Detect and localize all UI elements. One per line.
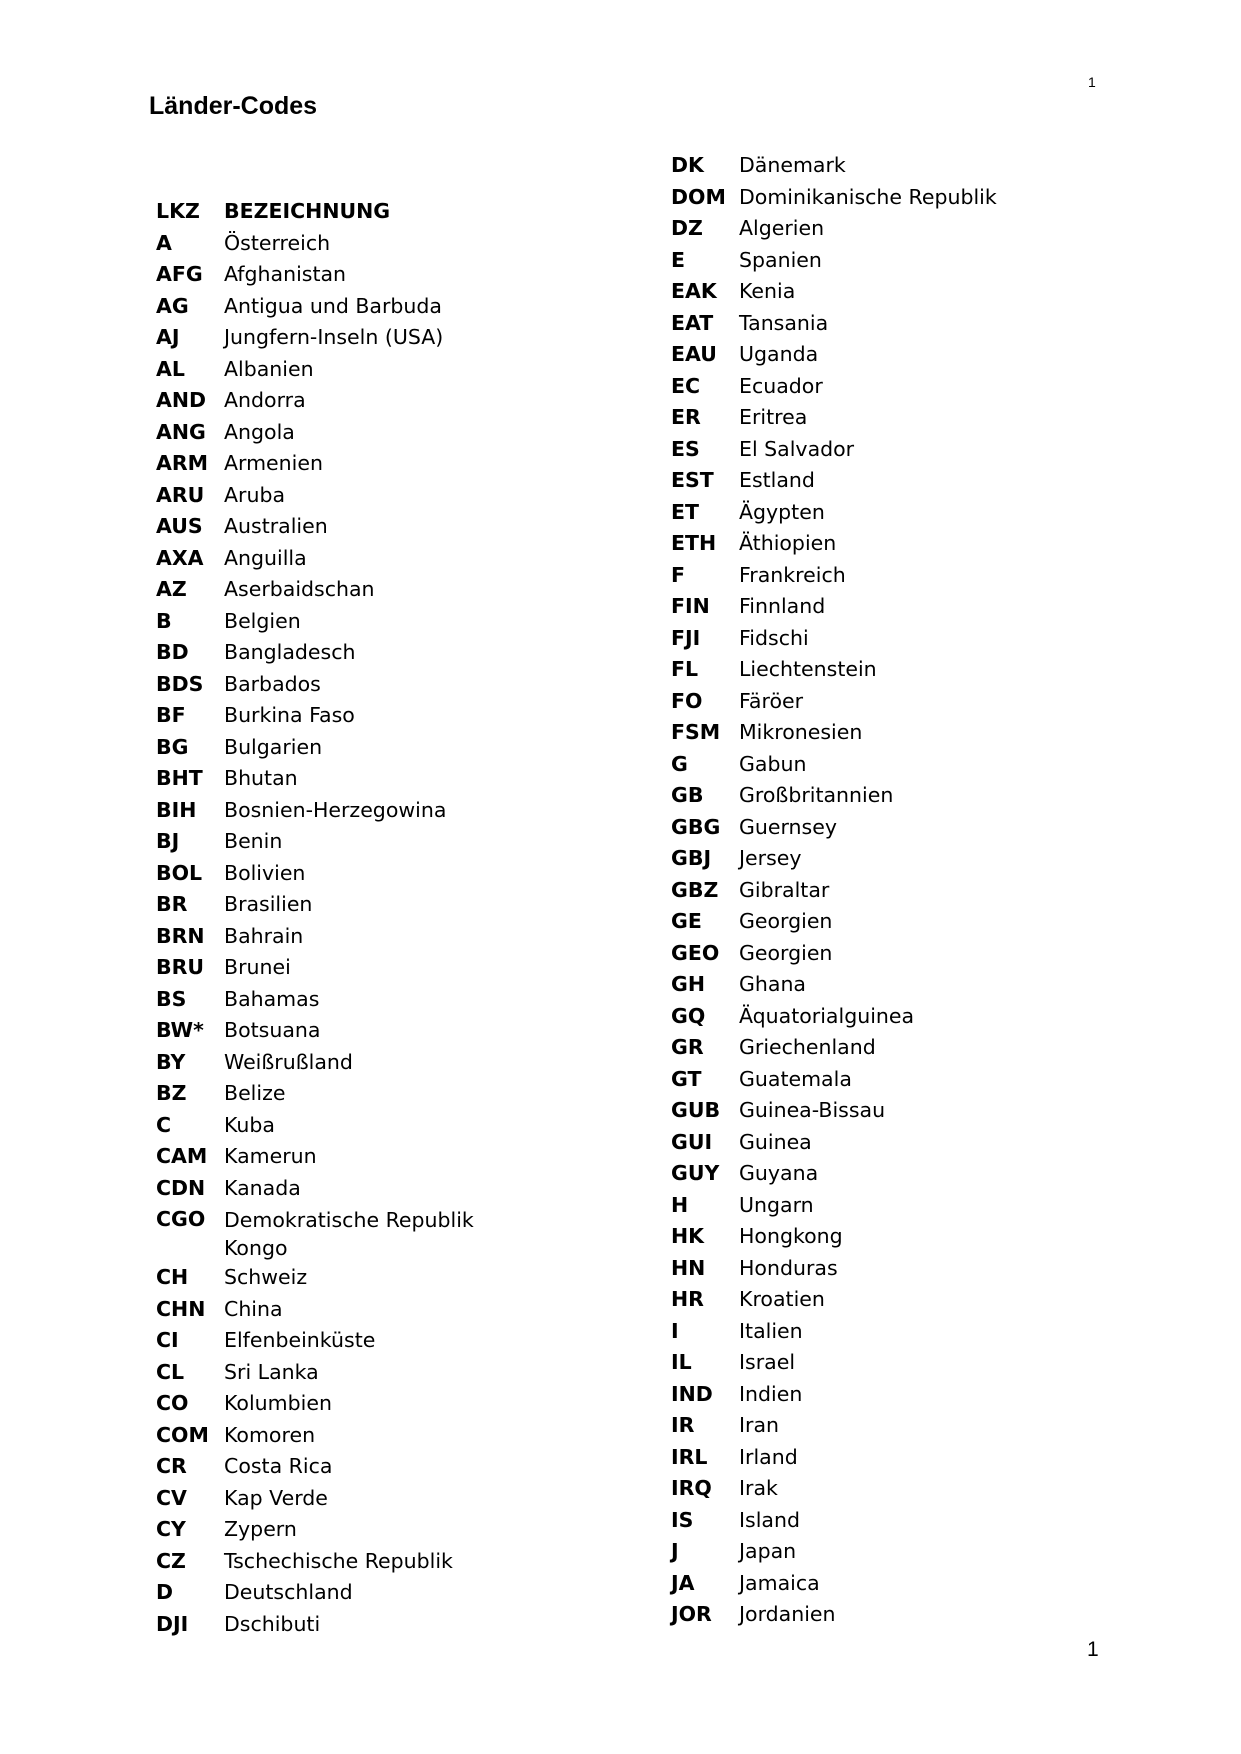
country-name: Bahamas <box>224 986 320 1011</box>
country-code: IND <box>671 1381 713 1406</box>
country-code: ET <box>671 499 699 524</box>
country-name: Georgien <box>739 909 833 933</box>
table-row <box>671 654 997 686</box>
country-code: AUS <box>156 514 203 538</box>
table-row <box>156 984 484 1016</box>
table-row <box>671 938 997 970</box>
country-code: HK <box>671 1224 705 1248</box>
table-row <box>156 1357 484 1389</box>
table-row <box>156 826 484 858</box>
table-row <box>156 1141 484 1173</box>
country-code: A <box>156 230 172 255</box>
country-code: DZ <box>671 216 703 240</box>
table-row <box>671 843 997 875</box>
country-name: Färöer <box>739 688 804 713</box>
country-code: CO <box>156 1391 189 1415</box>
country-code: AFG <box>156 262 203 286</box>
table-row <box>671 906 997 938</box>
country-code: GUY <box>671 1161 720 1185</box>
country-name: Guernsey <box>739 814 837 839</box>
table-row <box>671 213 997 245</box>
country-code: BIH <box>156 797 197 822</box>
table-row <box>671 1095 997 1127</box>
country-name: Tschechische Republik <box>224 1548 453 1573</box>
country-name: Kamerun <box>224 1144 317 1168</box>
country-code: GBJ <box>671 846 712 870</box>
country-name: Dänemark <box>739 153 846 177</box>
country-code: FSM <box>671 720 721 744</box>
table-row <box>156 1483 484 1515</box>
table-row <box>156 1388 484 1420</box>
country-code: CY <box>156 1517 186 1541</box>
table-row <box>156 1451 484 1483</box>
country-code: GR <box>671 1035 704 1059</box>
country-name: Äthiopien <box>739 531 837 555</box>
table-row <box>156 1262 484 1294</box>
table-row <box>156 291 484 323</box>
table-row <box>156 1294 484 1326</box>
country-code: BRU <box>156 955 205 979</box>
page-number-bottom: 1 <box>1087 1638 1099 1661</box>
country-name: Botsuana <box>224 1018 321 1042</box>
country-name: Aruba <box>224 482 286 507</box>
country-list-left <box>156 196 484 1640</box>
country-code: IRQ <box>671 1476 712 1500</box>
country-name: Honduras <box>739 1255 838 1280</box>
country-code: DOM <box>671 184 726 209</box>
country-code: BR <box>156 892 188 916</box>
table-row <box>156 322 484 354</box>
table-row <box>156 858 484 890</box>
header-code: LKZ <box>156 199 200 223</box>
country-code: GUB <box>671 1098 721 1122</box>
country-name: Fidschi <box>739 625 809 650</box>
country-name: Bulgarien <box>224 734 323 759</box>
country-name: Armenien <box>224 451 323 475</box>
country-name: Äquatorialguinea <box>739 1003 915 1028</box>
country-code: GH <box>671 972 705 996</box>
table-row <box>671 276 997 308</box>
country-code: AJ <box>156 325 180 349</box>
table-row <box>156 1546 484 1578</box>
country-name: Afghanistan <box>224 262 347 286</box>
country-name: Bosnien-Herzegowina <box>224 797 447 822</box>
country-name: Bolivien <box>224 860 306 885</box>
country-code: FJI <box>671 625 701 650</box>
country-name: Jordanien <box>739 1602 836 1626</box>
table-row <box>671 875 997 907</box>
country-code: COM <box>156 1422 209 1447</box>
country-code: EC <box>671 373 701 398</box>
country-code: CHN <box>156 1296 206 1321</box>
country-code: BD <box>156 640 189 664</box>
country-name: Benin <box>224 829 283 853</box>
table-row <box>671 1599 997 1631</box>
table-row <box>156 1325 484 1357</box>
table-row <box>671 1253 997 1285</box>
table-row <box>156 228 484 260</box>
table-row <box>671 1316 997 1348</box>
country-name: Costa Rica <box>224 1454 333 1478</box>
header-name: BEZEICHNUNG <box>224 199 391 223</box>
country-name: Deutschland <box>224 1580 353 1604</box>
page-title: Länder-Codes <box>149 92 318 120</box>
table-row <box>671 969 997 1001</box>
country-code: GQ <box>671 1003 706 1028</box>
country-code: CZ <box>156 1548 186 1573</box>
country-code: ER <box>671 405 701 429</box>
country-code: IL <box>671 1350 692 1374</box>
country-name: Albanien <box>224 356 314 381</box>
country-name: Gabun <box>739 751 807 776</box>
country-name: Guatemala <box>739 1066 852 1091</box>
table-row <box>671 1158 997 1190</box>
country-name: Kap Verde <box>224 1485 328 1510</box>
table-row <box>156 763 484 795</box>
country-code: I <box>671 1318 679 1343</box>
country-name: Komoren <box>224 1422 316 1447</box>
country-name: Irak <box>739 1476 778 1500</box>
country-name: Iran <box>739 1413 780 1437</box>
country-code: F <box>671 562 686 587</box>
table-row <box>671 339 997 371</box>
country-name: Frankreich <box>739 562 846 587</box>
page-number-top: 1 <box>1088 74 1096 90</box>
country-code: GEO <box>671 940 720 965</box>
country-code: CGO <box>156 1207 206 1231</box>
country-name: Israel <box>739 1350 796 1374</box>
table-row <box>156 1420 484 1452</box>
country-code: BHT <box>156 766 203 790</box>
country-name: Guyana <box>739 1161 819 1185</box>
table-row <box>156 732 484 764</box>
table-row <box>671 1473 997 1505</box>
country-code: BF <box>156 703 186 727</box>
table-row <box>671 749 997 781</box>
country-code: EAT <box>671 310 714 335</box>
country-name: Demokratische Republik Kongo <box>224 1208 474 1260</box>
table-row <box>671 528 997 560</box>
table-row <box>156 606 484 638</box>
country-name: Jungfern-Inseln (USA) <box>224 325 444 349</box>
country-name: Bangladesch <box>224 640 356 664</box>
table-row <box>156 1609 484 1641</box>
country-name: Bhutan <box>224 766 298 790</box>
table-row <box>671 717 997 749</box>
country-code: GE <box>671 909 702 933</box>
country-code: CI <box>156 1328 179 1352</box>
country-name: Hongkong <box>739 1224 843 1248</box>
country-code: AG <box>156 293 189 318</box>
country-name: Belgien <box>224 608 301 633</box>
country-code: ARM <box>156 451 209 475</box>
country-code: IS <box>671 1507 694 1532</box>
country-code: AXA <box>156 545 204 570</box>
country-code: JA <box>671 1570 695 1595</box>
country-code: GBG <box>671 814 721 839</box>
country-name: Anguilla <box>224 545 307 570</box>
country-name: Australien <box>224 514 328 538</box>
country-code: BDS <box>156 671 204 696</box>
table-row <box>671 1032 997 1064</box>
country-code: DK <box>671 153 704 177</box>
table-row <box>671 245 997 277</box>
table-row <box>156 669 484 701</box>
table-row <box>156 385 484 417</box>
table-row <box>671 402 997 434</box>
country-name: Dominikanische Republik <box>739 184 997 209</box>
country-list-right <box>671 150 997 1631</box>
country-code: HR <box>671 1287 704 1311</box>
country-code: EAK <box>671 279 717 303</box>
table-row <box>671 1347 997 1379</box>
table-row <box>671 371 997 403</box>
country-name: Brasilien <box>224 892 313 916</box>
country-name: Zypern <box>224 1517 297 1541</box>
country-code: DJI <box>156 1611 189 1636</box>
table-row <box>671 1221 997 1253</box>
country-code: GBZ <box>671 877 719 902</box>
country-code: BY <box>156 1049 186 1074</box>
table-row <box>671 1127 997 1159</box>
country-code: D <box>156 1580 174 1604</box>
country-name: Dschibuti <box>224 1611 321 1636</box>
country-code: BOL <box>156 860 203 885</box>
country-code: AND <box>156 388 207 412</box>
country-code: ES <box>671 436 700 461</box>
table-row <box>671 780 997 812</box>
country-name: Großbritannien <box>739 783 894 807</box>
table-row <box>671 560 997 592</box>
country-name: Guinea <box>739 1129 812 1154</box>
country-name: Estland <box>739 468 815 492</box>
country-name: Georgien <box>739 940 833 965</box>
table-row <box>671 812 997 844</box>
country-name: Gibraltar <box>739 877 830 902</box>
country-code: C <box>156 1112 172 1137</box>
country-code: ARU <box>156 482 205 507</box>
table-header <box>156 196 484 228</box>
country-name: Brunei <box>224 955 291 979</box>
country-name: Kenia <box>739 279 796 303</box>
country-code: IRL <box>671 1444 708 1469</box>
country-name: Schweiz <box>224 1265 308 1289</box>
country-code: HN <box>671 1255 706 1280</box>
country-code: ANG <box>156 419 206 444</box>
table-row <box>671 1442 997 1474</box>
table-row <box>156 1015 484 1047</box>
table-row <box>671 465 997 497</box>
country-name: Bahrain <box>224 923 304 948</box>
country-code: BRN <box>156 923 205 948</box>
country-name: Elfenbeinküste <box>224 1328 376 1352</box>
country-code: BG <box>156 734 189 759</box>
country-code: G <box>671 751 688 776</box>
country-name: Jamaica <box>739 1570 820 1595</box>
country-name: Finnland <box>739 594 826 618</box>
country-name: Liechtenstein <box>739 657 877 681</box>
country-name: Eritrea <box>739 405 808 429</box>
country-name: Algerien <box>739 216 825 240</box>
table-row <box>156 448 484 480</box>
country-name: Ghana <box>739 972 806 996</box>
country-code: J <box>671 1539 679 1563</box>
table-row <box>671 1190 997 1222</box>
country-code: H <box>671 1192 689 1217</box>
country-name: Mikronesien <box>739 720 863 744</box>
country-code: BJ <box>156 829 180 853</box>
table-row <box>156 511 484 543</box>
country-name: Spanien <box>739 247 822 272</box>
country-name: Ecuador <box>739 373 823 398</box>
country-name: Kolumbien <box>224 1391 332 1415</box>
country-name: Italien <box>739 1318 803 1343</box>
table-row <box>156 700 484 732</box>
country-code: GUI <box>671 1129 713 1154</box>
country-name: El Salvador <box>739 436 855 461</box>
country-name: Burkina Faso <box>224 703 355 727</box>
country-code: BW* <box>156 1018 204 1042</box>
country-code: ETH <box>671 531 717 555</box>
country-name: Uganda <box>739 342 819 366</box>
country-code: AZ <box>156 577 187 601</box>
table-row <box>156 543 484 575</box>
country-code: CV <box>156 1485 187 1510</box>
country-code: CL <box>156 1359 185 1384</box>
country-name: Weißrußland <box>224 1049 353 1074</box>
table-row <box>156 574 484 606</box>
table-row <box>671 182 997 214</box>
table-row <box>671 1505 997 1537</box>
table-row <box>671 150 997 182</box>
table-row <box>156 1047 484 1079</box>
country-name: Japan <box>739 1539 797 1563</box>
country-name: Ungarn <box>739 1192 814 1217</box>
table-row <box>156 1204 484 1262</box>
table-row <box>156 1110 484 1142</box>
table-row <box>671 686 997 718</box>
table-row <box>671 591 997 623</box>
country-code: EST <box>671 468 714 492</box>
country-name: Guinea-Bissau <box>739 1098 886 1122</box>
country-name: Antigua und Barbuda <box>224 293 442 318</box>
country-name: Irland <box>739 1444 798 1469</box>
country-code: B <box>156 608 172 633</box>
table-row <box>671 1379 997 1411</box>
country-code: EAU <box>671 342 717 366</box>
country-name: Aserbaidschan <box>224 577 375 601</box>
country-code: CR <box>156 1454 187 1478</box>
table-row <box>671 1410 997 1442</box>
country-code: CAM <box>156 1144 208 1168</box>
country-name: Österreich <box>224 230 331 255</box>
country-code: CDN <box>156 1175 206 1200</box>
table-row <box>156 417 484 449</box>
country-name: Island <box>739 1507 800 1532</box>
table-row <box>671 1001 997 1033</box>
table-row <box>156 1173 484 1205</box>
table-row <box>156 1577 484 1609</box>
country-name: Indien <box>739 1381 803 1406</box>
table-row <box>156 795 484 827</box>
table-row <box>671 1536 997 1568</box>
table-row <box>671 1284 997 1316</box>
country-name: Angola <box>224 419 295 444</box>
country-name: Tansania <box>739 310 829 335</box>
table-row <box>156 1514 484 1546</box>
table-row <box>671 308 997 340</box>
table-row <box>156 354 484 386</box>
table-row <box>671 1568 997 1600</box>
country-name: Barbados <box>224 671 321 696</box>
table-row <box>156 1078 484 1110</box>
table-row <box>156 637 484 669</box>
country-code: GT <box>671 1066 702 1091</box>
country-code: GB <box>671 783 704 807</box>
country-code: FIN <box>671 594 710 618</box>
country-code: FO <box>671 688 703 713</box>
country-code: CH <box>156 1265 189 1289</box>
country-code: BS <box>156 986 187 1011</box>
table-row <box>671 434 997 466</box>
country-name: Kuba <box>224 1112 275 1137</box>
table-row <box>671 1064 997 1096</box>
country-name: Belize <box>224 1081 286 1105</box>
country-name: China <box>224 1296 283 1321</box>
country-code: AL <box>156 356 185 381</box>
table-row <box>671 497 997 529</box>
country-code: IR <box>671 1413 695 1437</box>
country-name: Ägypten <box>739 499 825 524</box>
country-code: E <box>671 247 686 272</box>
country-code: BZ <box>156 1081 187 1105</box>
country-name: Andorra <box>224 388 306 412</box>
table-row <box>156 952 484 984</box>
country-code: JOR <box>671 1602 712 1626</box>
country-name: Kroatien <box>739 1287 825 1311</box>
country-name: Griechenland <box>739 1035 876 1059</box>
country-code: FL <box>671 657 699 681</box>
country-name: Jersey <box>739 846 802 870</box>
table-row <box>156 889 484 921</box>
table-row <box>156 921 484 953</box>
table-row <box>156 480 484 512</box>
country-name: Kanada <box>224 1175 301 1200</box>
country-name: Sri Lanka <box>224 1359 319 1384</box>
table-row <box>156 259 484 291</box>
table-row <box>671 623 997 655</box>
